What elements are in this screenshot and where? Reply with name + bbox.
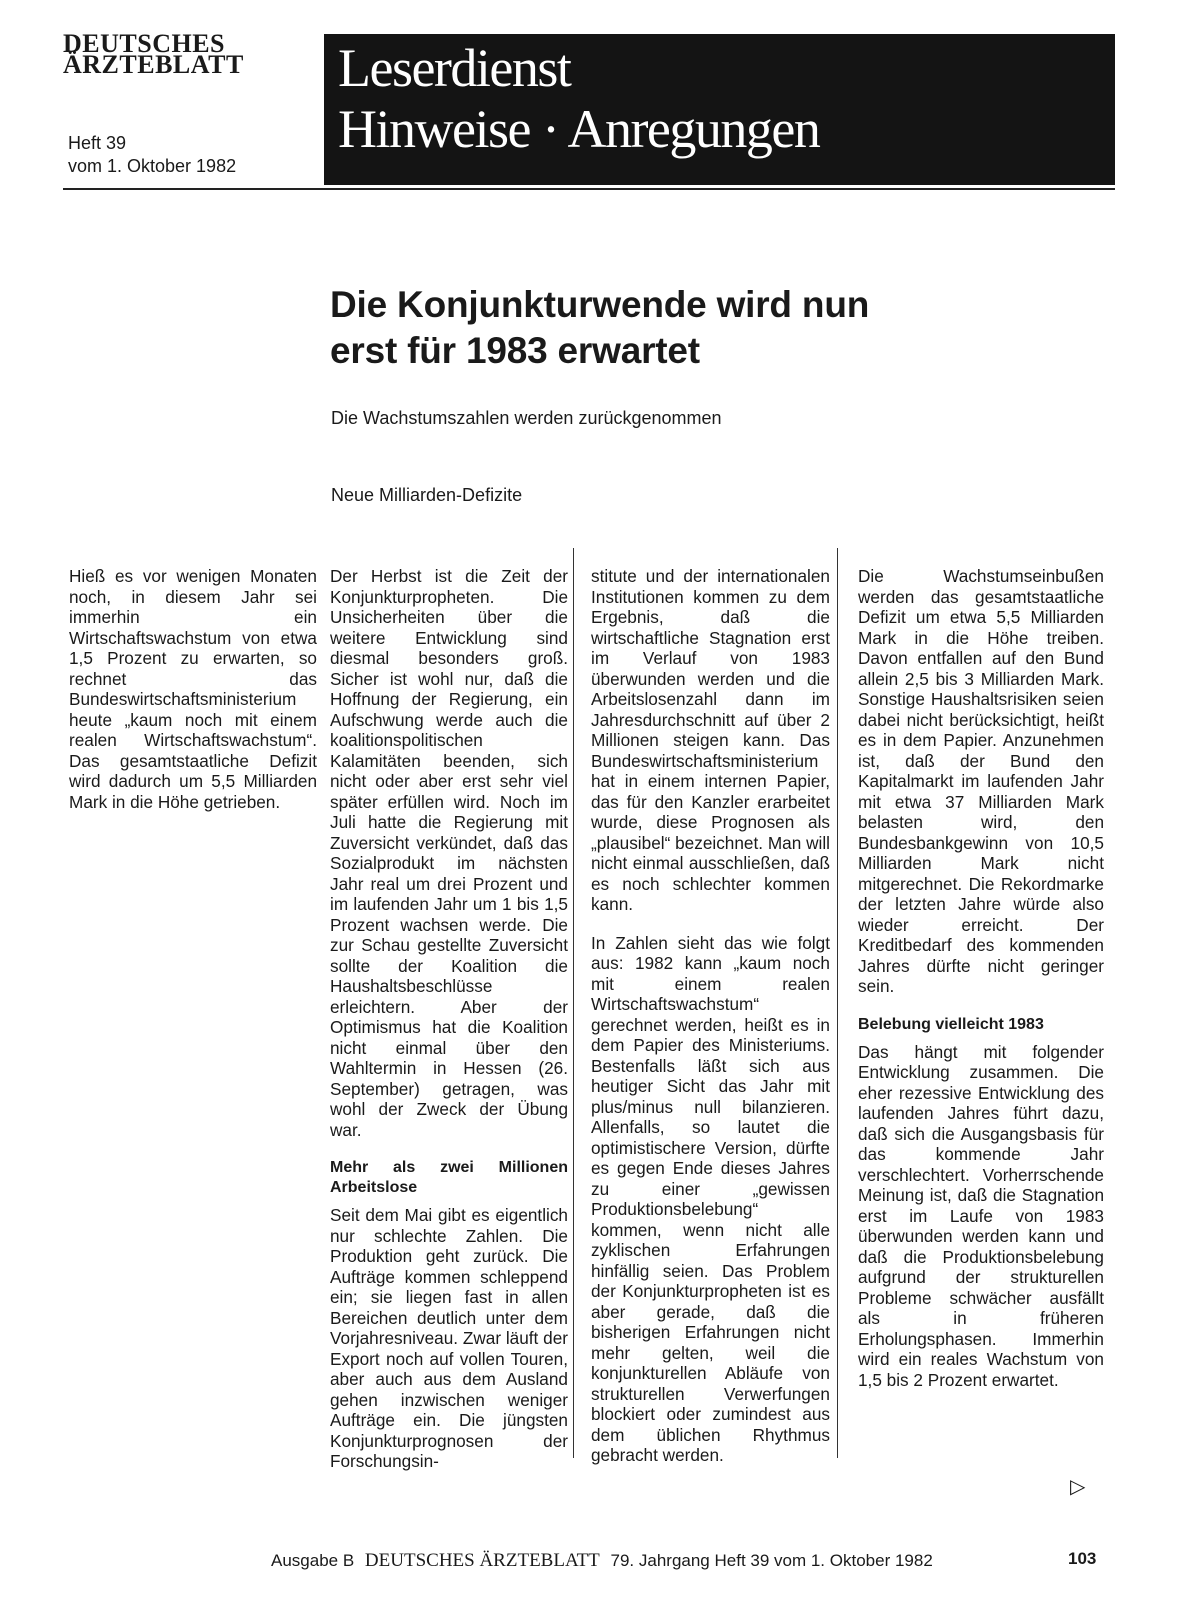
section-title-line-2: Hinweise · Anregungen <box>338 99 820 159</box>
footer-edition: Ausgabe B <box>271 1551 355 1570</box>
col3-paragraph-1: Die Wachstumseinbußen werden das gesamtstaatliche Defizit um etwa 5,5 Milliarden Mark in die Höhe treiben. Davon entfallen auf den Bund allein 2,5 bis 3 Milliarden Mark. Sonstige Haushaltsrisiken seien dabei nicht berücksichtigt, heißt es in dem Papier. Anzunehmen ist, daß der Bund den Kapitalmarkt im laufenden Jahr mit etwa 37 Milliarden Mark belasten wird, den Bundesbankgewinn von 10,5 Milliarden Mark nicht mitgerechnet. Die Rekordmarke der letzten Jahre würde also wieder erreicht. Der Kreditbedarf des kommenden Jahres dürfte nicht geringer sein. <box>858 566 1104 996</box>
col1-paragraph-2: Seit dem Mai gibt es eigentlich nur schlechte Zahlen. Die Produktion geht zurück. Die Aufträge kommen schleppend ein; sie liegen fast in allen Bereichen deutlich unter dem Vorjahresniveau. Zwar läuft der Export noch auf vollen Touren, aber auch aus dem Ausland gehen inzwischen weniger Aufträge ein. Die jüngsten Konjunkturprognosen der Forschungsin- <box>330 1205 568 1471</box>
article-kicker: Neue Milliarden-Defizite <box>331 485 523 505</box>
column-rule-1 <box>573 548 574 1458</box>
issue-info <box>68 132 236 178</box>
lead-column <box>69 566 317 830</box>
issue-number: Heft 39 <box>68 133 127 153</box>
continued-arrow-icon: ▷ <box>1070 1476 1086 1498</box>
col1-subheading: Mehr als zwei Millionen Arbeitslose <box>330 1159 568 1196</box>
headline-line-2: erst für 1983 erwartet <box>330 330 700 371</box>
logo-line-2: ÄRZTEBLATT <box>63 50 244 79</box>
issue-date: vom 1. Oktober 1982 <box>68 156 237 176</box>
footer-issue-info: 79. Jahrgang Heft 39 vom 1. Oktober 1982 <box>610 1551 933 1570</box>
lead-paragraph: Hieß es vor wenigen Monaten noch, in diesem Jahr sei immerhin ein Wirtschaftswachstum von etwa 1,5 Prozent zu erwarten, so rechnet das Bundeswirtschaftsministerium heute „kaum noch mit einem realen Wirtschaftswachstum“. Das gesamtstaatliche Defizit wird dadurch um 5,5 Milliarden Mark in die Höhe getrieben. <box>69 566 317 812</box>
body-column-1 <box>330 566 568 1490</box>
col2-paragraph-1: stitute und der internationalen Institutionen kommen zu dem Ergebnis, daß die wirtschaftliche Stagnation erst im Verlauf von 1983 überwunden werden und die Arbeitslosenzahl dann im Jahresdurchschnitt auf über 2 Millionen steigen kann. Das Bundeswirtschaftsministerium hat in einem internen Papier, das für den Kanzler erarbeitet wurde, diese Prognosen als „plausibel“ bezeichnet. Man will nicht einmal ausschließen, daß es noch schlechter kommen kann. <box>591 566 830 914</box>
column-rule-2 <box>837 548 838 1458</box>
page-footer <box>271 1550 933 1572</box>
header-divider <box>63 188 1115 190</box>
section-title-line-1: Leserdienst <box>338 38 571 98</box>
headline-line-1: Die Konjunkturwende wird nun <box>330 284 870 325</box>
page-number: 103 <box>1068 1549 1097 1568</box>
body-column-3 <box>858 566 1104 1408</box>
section-banner <box>324 34 1115 185</box>
article-subheadline: Die Wachstumszahlen werden zurückgenommen <box>331 408 722 428</box>
footer-publication: DEUTSCHES ÄRZTEBLATT <box>364 1550 600 1571</box>
col1-paragraph-1: Der Herbst ist die Zeit der Konjunkturpropheten. Die Unsicherheiten über die weitere Entwicklung sind diesmal besonders groß. Sicher ist wohl nur, daß die Hoffnung der Regierung, ein Aufschwung werde auch die koalitionspolitischen Kalamitäten beenden, sich nicht oder aber erst sehr viel später erfüllen wird. Noch im Juli hatte die Regierung mit Zuversicht verkündet, daß das Sozialprodukt im nächsten Jahr real um drei Prozent und im laufenden Jahr um 1 bis 1,5 Prozent wachsen werde. Die zur Schau gestellte Zuversicht sollte der Koalition die Haushaltsbeschlüsse erleichtern. Aber der Optimismus hat die Koalition nicht einmal über den Wahltermin in Hessen (26. September) getragen, was wohl der Zweck der Übung war. <box>330 566 568 1140</box>
col3-subheading: Belebung vielleicht 1983 <box>858 1015 1044 1033</box>
col3-paragraph-2: Das hängt mit folgender Entwicklung zusammen. Die eher rezessive Entwicklung des laufenden Jahres führt dazu, daß sich die Ausgangsbasis für das kommende Jahr verschlechtert. Vorherrschende Meinung ist, daß die Stagnation erst im Laufe von 1983 überwunden werden kann und daß die Produktionsbelebung aufgrund der strukturellen Probleme schwächer ausfällt als in früheren Erholungsphasen. Immerhin wird ein reales Wachstum von 1,5 bis 2 Prozent erwartet. <box>858 1041 1104 1390</box>
journal-logo <box>63 29 308 79</box>
col2-paragraph-2: In Zahlen sieht das wie folgt aus: 1982 kann „kaum noch mit einem realen Wirtschaftswachstum“ gerechnet werden, heißt es in dem Papier des Ministeriums. Bestenfalls läßt sich aus heutiger Sicht das Jahr mit plus/minus null bilanzieren. Allenfalls, so lautet die optimistischere Version, dürfte es gegen Ende dieses Jahres zu einer „gewissen Produktionsbelebung“ kommen, wenn nicht alle zyklischen Erfahrungen hinfällig seien. Das Problem der Konjunkturpropheten ist es aber gerade, daß die bisherigen Erfahrungen nicht mehr gelten, weil die konjunkturellen Abläufe von strukturellen Verwerfungen blockiert oder zumindest aus dem üblichen Rhythmus gebracht werden. <box>591 932 830 1465</box>
article-headline <box>330 282 1090 374</box>
logo-line-1: DEUTSCHES <box>63 29 225 58</box>
body-column-2 <box>591 566 830 1484</box>
